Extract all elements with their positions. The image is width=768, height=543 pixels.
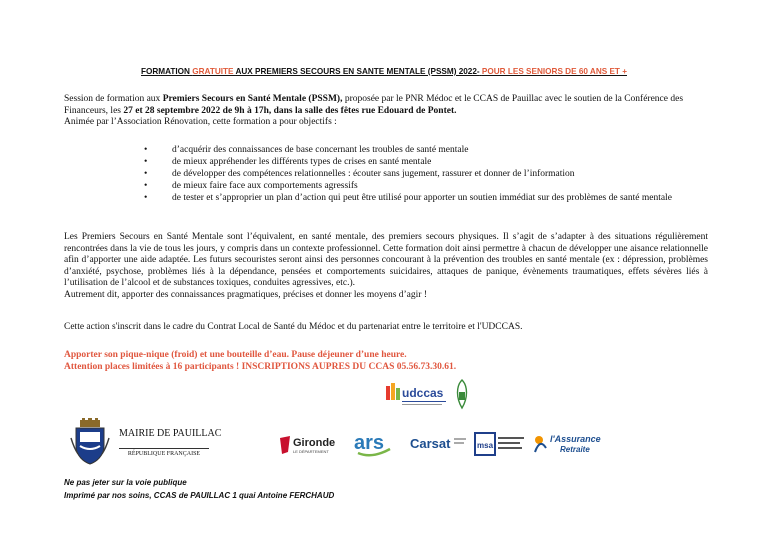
footer-line-1: Ne pas jeter sur la voie publique [64,478,187,487]
title-audience: POUR LES SENIORS DE 60 ANS ET + [481,67,627,76]
practical-info [64,349,456,373]
intro-text-3: proposée par le PNR Médoc et le CCAS de Pauillac avec le soutien de la Conférence des Financeurs, les [64,94,684,116]
svg-text:l'Assurance: l'Assurance [550,434,601,444]
mairie-name: MAIRIE DE PAUILLAC [119,428,222,439]
intro-dates: 27 et 28 septembre 2022 de 9h à 17h, dans la salle des fêtes rue Edouard de Pontet. [123,105,457,116]
svg-text:ars: ars [354,432,385,454]
cls-paragraph: Cette action s'inscrit dans le cadre du Contrat Local de Santé du Médoc et du partenariat entre le territoire et l'UDCCAS. [64,322,523,332]
svg-text:Gironde: Gironde [293,437,336,449]
list-item: • de mieux appréhender les différents types de crises en santé mentale [144,156,704,168]
svg-text:udccas: udccas [402,386,444,400]
crest-icon [70,418,110,466]
pnr-medoc-logo [452,378,472,412]
lunch-info: Apporter son pique-nique (froid) et une bouteille d’eau. Pause déjeuner d’une heure. [64,350,407,360]
objectives-list [144,144,704,204]
mairie-block [64,414,234,474]
description-text-2: Autrement dit, apporter des connaissances pragmatiques, précises et donner les moyens d’agir ! [64,289,427,300]
title-gratuite: GRATUITE [192,67,234,76]
ars-logo [352,427,396,461]
document-title [0,67,768,76]
list-item: • de mieux faire face aux comportements agressifs [144,180,704,192]
republic-label: RÉPUBLIQUE FRANÇAISE [119,448,209,457]
title-main: AUX PREMIERS SECOURS EN SANTE MENTALE (PSSM) 2022- [235,67,480,76]
list-item: • de tester et s’approprier un plan d’action qui peut être utilisé pour apporter un soutien immédiat sur des problèmes de santé mentale [144,192,704,204]
list-item: • d’acquérir des connaissances de base concernant les troubles de santé mentale [144,144,704,156]
description-text: Les Premiers Secours en Santé Mentale sont l’équivalent, en santé mentale, des premiers secours physiques. Il s’agit de s’adapter à des situations régulièrement rencontrées dans la vie de tous les jours, y compris dans un contexte professionnel. Cette formation doit ainsi permettre à chacun de développer une aisance relationnelle afin d’apporter une aide adaptée. Les futurs secouristes seront ainsi des personnes concourant à la prévention des troubles en santé mentale (ex : dépression, problèmes d’anxiété, psychose, problèmes liés à la dépendance, pensées et comportements suicidaires, attaques de panique, évènements traumatiques, effets sévères liés à l’utilisation de l’alcool et de substances toxiques, conduites agressives, etc.). [64,232,708,288]
list-item: • de développer des compétences relationnelles : écouter sans jugement, rassurer et donner de l’information [144,168,704,180]
intro-paragraph [64,94,708,129]
gironde-logo [278,432,342,458]
svg-text:LE DÉPARTEMENT: LE DÉPARTEMENT [293,449,329,454]
msa-logo [474,430,528,458]
intro-objectives-lead: Animée par l’Association Rénovation, cette formation a pour objectifs : [64,117,337,127]
registration-info: Attention places limitées à 16 participants ! INSCRIPTIONS AUPRES DU CCAS 05.56.73.30.61. [64,362,457,372]
description-paragraph [64,232,708,301]
footer-note [64,476,334,502]
carsat-logo [410,430,468,458]
udccas-logo [384,380,448,410]
intro-pssm: Premiers Secours en Santé Mentale (PSSM), [162,94,343,104]
intro-text-1: Session de formation aux [64,94,163,104]
svg-text:Retraite: Retraite [560,445,590,454]
footer-line-2: Imprimé par nos soins, CCAS de PAUILLAC 1 quai Antoine FERCHAUD [64,491,335,500]
svg-text:msa: msa [477,441,494,450]
title-formation: FORMATION [141,67,190,76]
svg-text:Carsat: Carsat [410,436,451,451]
assurance-retraite-logo [532,430,602,458]
